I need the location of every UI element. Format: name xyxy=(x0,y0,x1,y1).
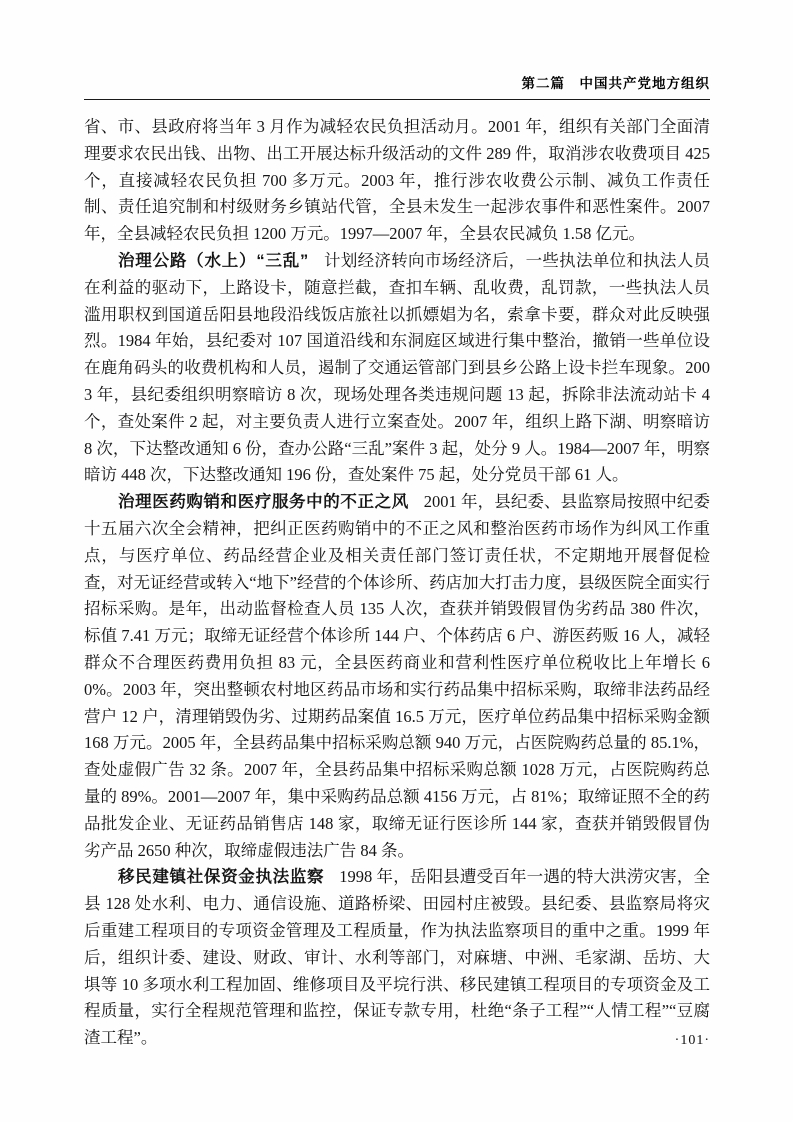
page-footer xyxy=(84,1031,710,1049)
paragraph-roads-sanluan xyxy=(84,248,710,489)
paragraph-text: 2001 年，县纪委、县监察局按照中纪委十五届六次全会精神，把纠正医药购销中的不正之风和整治医药市场作为纠风工作重点，与医疗单位、药品经营企业及相关责任部门签订责任状，不定期地开展督促检查，对无证经营或转入“地下”经营的个体诊所、药店加大打击力度，县级医院全面实行招标采购。是年，出动监督检查人员 135 人次，查获并销毁假冒伪劣药品 380 件次，标值 7.41 万元；取缔无证经营个体诊所 144 户、个体药店 6 户、游医药贩 16 人，减轻群众不合理医药费用负担 83 元，全县医药商业和营利性医疗单位税收比上年增长 60%。2003 年，突出整顿农村地区药品市场和实行药品集中招标采购，取缔非法药品经营户 12 户，清理销毁伪劣、过期药品案值 16.5 万元，医疗单位药品集中招标采购金额 168 万元。2005 年，全县药品集中招标采购总额 940 万元，占医院购药总量的 85.1%，查处虚假广告 32 条。2007 年，全县药品集中招标采购总额 1028 万元，占医院购药总量的 89%。2001—2007 年，集中采购药品总额 4156 万元，占 81%；取缔证照不全的药品批发企业、无证药品销售店 148 家，取缔无证行医诊所 144 家，查获并销毁假冒伪劣产品 2650 种次，取缔虚假违法广告 84 条。 xyxy=(84,492,711,860)
paragraph-heading: 治理医药购销和医疗服务中的不正之风 xyxy=(118,493,409,512)
paragraph-continuation xyxy=(84,114,710,248)
paragraph-medical-procurement xyxy=(84,489,710,864)
paragraph-heading: 移民建镇社保资金执法监察 xyxy=(118,868,325,887)
page-body xyxy=(84,114,710,1052)
paragraph-text: 计划经济转向市场经济后，一些执法单位和执法人员在利益的驱动下，上路设卡，随意拦截，查扣车辆、乱收费，乱罚款，一些执法人员滥用职权到国道岳阳县地段沿线饭店旅社以抓嫖娼为名，索拿卡要，群众对此反映强烈。1984 年始，县纪委对 107 国道沿线和东洞庭区域进行集中整治，撤销一些单位设在鹿角码头的收费机构和人员，遏制了交通运管部门到县乡公路上设卡拦车现象。2003 年，县纪委组织明察暗访 8 次，现场处理各类违规问题 13 起，拆除非法流动站卡 4 个，查处案件 2 起，对主要负责人进行立案查处。2007 年，组织上路下湖、明察暗访 8 次，下达整改通知 6 份，查办公路“三乱”案件 3 起，处分 9 人。1984—2007 年，明察暗访 448 次，下达整改通知 196 份，查处案件 75 起，处分党员干部 61 人。 xyxy=(84,250,711,485)
paragraph-resettlement-funds xyxy=(84,864,710,1052)
header-rule xyxy=(84,99,710,100)
paragraph-heading: 治理公路（水上）“三乱” xyxy=(118,251,309,270)
page-header xyxy=(84,72,710,100)
running-head: 第二篇 中国共产党地方组织 xyxy=(521,76,710,91)
paragraph-text: 省、市、县政府将当年 3 月作为减轻农民负担活动月。2001 年，组织有关部门全面清理要求农民出钱、出物、出工开展达标升级活动的文件 289 件，取消涉农收费项目 425 个，直接减轻农民负担 700 多万元。2003 年，推行涉农收费公示制、减负工作责任制、责任追究制和村级财务乡镇站代管，全县未发生一起涉农事件和恶性案件。2007 年，全县减轻农民负担 1200 万元。1997—2007 年，全县农民减负 1.58 亿元。 xyxy=(84,117,710,244)
paragraph-text: 1998 年，岳阳县遭受百年一遇的特大洪涝灾害，全县 128 处水利、电力、通信设施、道路桥梁、田园村庄被毁。县纪委、县监察局将灾后重建工程项目的专项资金管理及工程质量，作为执法监察项目的重中之重。1999 年后，组织计委、建设、财政、审计、水利等部门，对麻塘、中洲、毛家湖、岳坊、大埧等 10 多项水利工程加固、维修项目及平垸行洪、移民建镇工程项目的专项资金及工程质量，实行全程规范管理和监控，保证专款专用，杜绝“条子工程”“人情工程”“豆腐渣工程”。 xyxy=(84,867,710,1048)
page-number: ·101· xyxy=(674,1033,710,1048)
